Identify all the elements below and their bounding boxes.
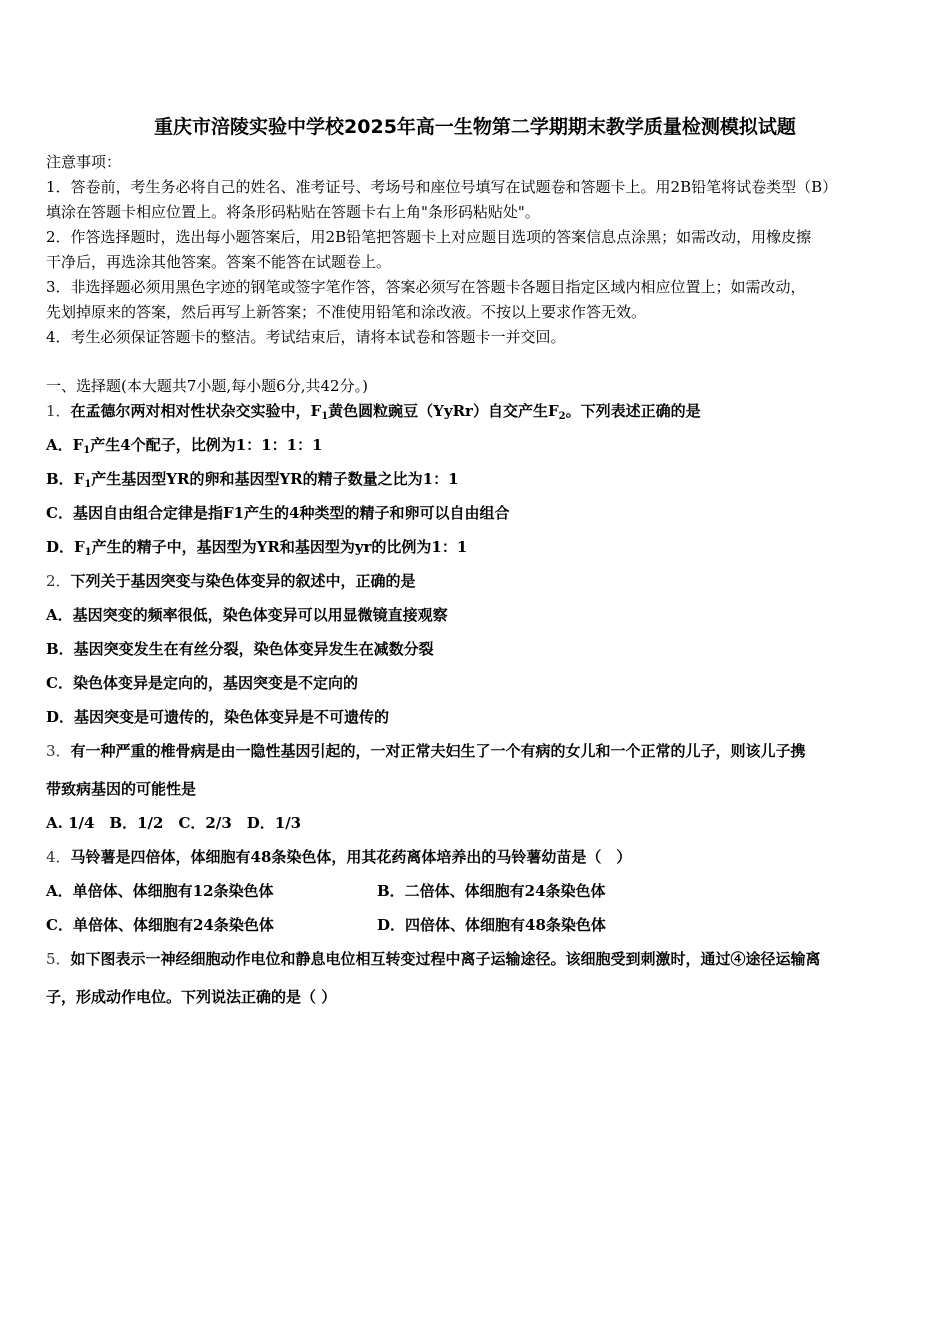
question-3-options: A. 1/4 B．1/2 C．2/3 D．1/3 xyxy=(46,814,302,832)
question-1-option-c: C．基因自由组合定律是指F1产生的4种类型的精子和卵可以自由组合 xyxy=(46,504,510,522)
section-heading: 一、选择题(本大题共7小题,每小题6分,共42分。) xyxy=(46,377,368,395)
notice-line-5: 3．非选择题必须用黑色字迹的钢笔或签字笔作答，答案必须写在答题卡各题目指定区域内相应位置上；如需改动， xyxy=(46,278,806,296)
page-title: 重庆市涪陵实验中学校2025年高一生物第二学期期末教学质量检测模拟试题 xyxy=(154,116,796,138)
question-1-option-a: A．$F_1$产生4个配子，比例为1：1：1：1 xyxy=(46,436,323,456)
question-number: 3． xyxy=(46,742,71,760)
notice-line-7: 4．考生必须保证答题卡的整洁。考试结束后，请将本试卷和答题卡一并交回。 xyxy=(46,328,566,346)
question-3-stem-line-1: 3．有一种严重的椎骨病是由一隐性基因引起的，一对正常夫妇生了一个有病的女儿和一个正常的儿子，则该儿子携 xyxy=(46,742,806,760)
question-number: 5． xyxy=(46,950,71,968)
question-4-option-a: A．单倍体、体细胞有12条染色体 xyxy=(46,882,274,900)
notice-line-3: 2．作答选择题时，选出每小题答案后，用2B铅笔把答题卡上对应题目选项的答案信息点涂黑；如需改动，用橡皮擦 xyxy=(46,228,812,246)
question-2-option-b: B．基因突变发生在有丝分裂，染色体变异发生在减数分裂 xyxy=(46,640,434,658)
question-1-option-b: B．$F_1$产生基因型YR的卵和基因型YR的精子数量之比为1：1 xyxy=(46,470,459,490)
question-4-stem: 4．马铃薯是四倍体，体细胞有48条染色体，用其花药离体培养出的马铃薯幼苗是（ ） xyxy=(46,848,632,866)
question-5-stem-line-2: 子，形成动作电位。下列说法正确的是（ ） xyxy=(46,988,337,1006)
notice-line-4: 干净后，再选涂其他答案。答案不能答在试题卷上。 xyxy=(46,253,392,271)
question-1-stem: 1．在孟德尔两对相对性状杂交实验中，$F_1$黄色圆粒豌豆（YyRr）自交产生$F_2$。下列表述正确的是 xyxy=(46,402,701,422)
notice-line-6: 先划掉原来的答案，然后再写上新答案；不准使用铅笔和涂改液。不按以上要求作答无效。 xyxy=(46,303,647,321)
question-2-stem: 2．下列关于基因突变与染色体变异的叙述中，正确的是 xyxy=(46,572,416,590)
question-2-option-a: A．基因突变的频率很低，染色体变异可以用显微镜直接观察 xyxy=(46,606,448,624)
notice-line-1: 1．答卷前，考生务必将自己的姓名、准考证号、考场号和座位号填写在试题卷和答题卡上。用2B铅笔将试卷类型（B） xyxy=(46,178,838,196)
question-2-option-c: C．染色体变异是定向的，基因突变是不定向的 xyxy=(46,674,358,692)
question-number: 4． xyxy=(46,848,71,866)
question-1-option-d: D．$F_1$产生的精子中，基因型为YR和基因型为yr的比例为1：1 xyxy=(46,538,468,558)
question-2-option-d: D．基因突变是可遗传的，染色体变异是不可遗传的 xyxy=(46,708,390,726)
notice-line-2: 填涂在答题卡相应位置上。将条形码粘贴在答题卡右上角"条形码粘贴处"。 xyxy=(46,203,540,221)
question-4-option-c: C．单倍体、体细胞有24条染色体 xyxy=(46,916,274,934)
question-4-option-b: B．二倍体、体细胞有24条染色体 xyxy=(377,882,606,900)
question-5-stem-line-1: 5．如下图表示一神经细胞动作电位和静息电位相互转变过程中离子运输途径。该细胞受到刺激时，通过④途径运输离 xyxy=(46,950,821,968)
question-number: 2． xyxy=(46,572,71,590)
question-3-stem-line-2: 带致病基因的可能性是 xyxy=(46,780,197,798)
notice-heading: 注意事项： xyxy=(46,153,122,171)
question-number: 1． xyxy=(46,402,71,420)
question-4-option-d: D．四倍体、体细胞有48条染色体 xyxy=(377,916,606,934)
